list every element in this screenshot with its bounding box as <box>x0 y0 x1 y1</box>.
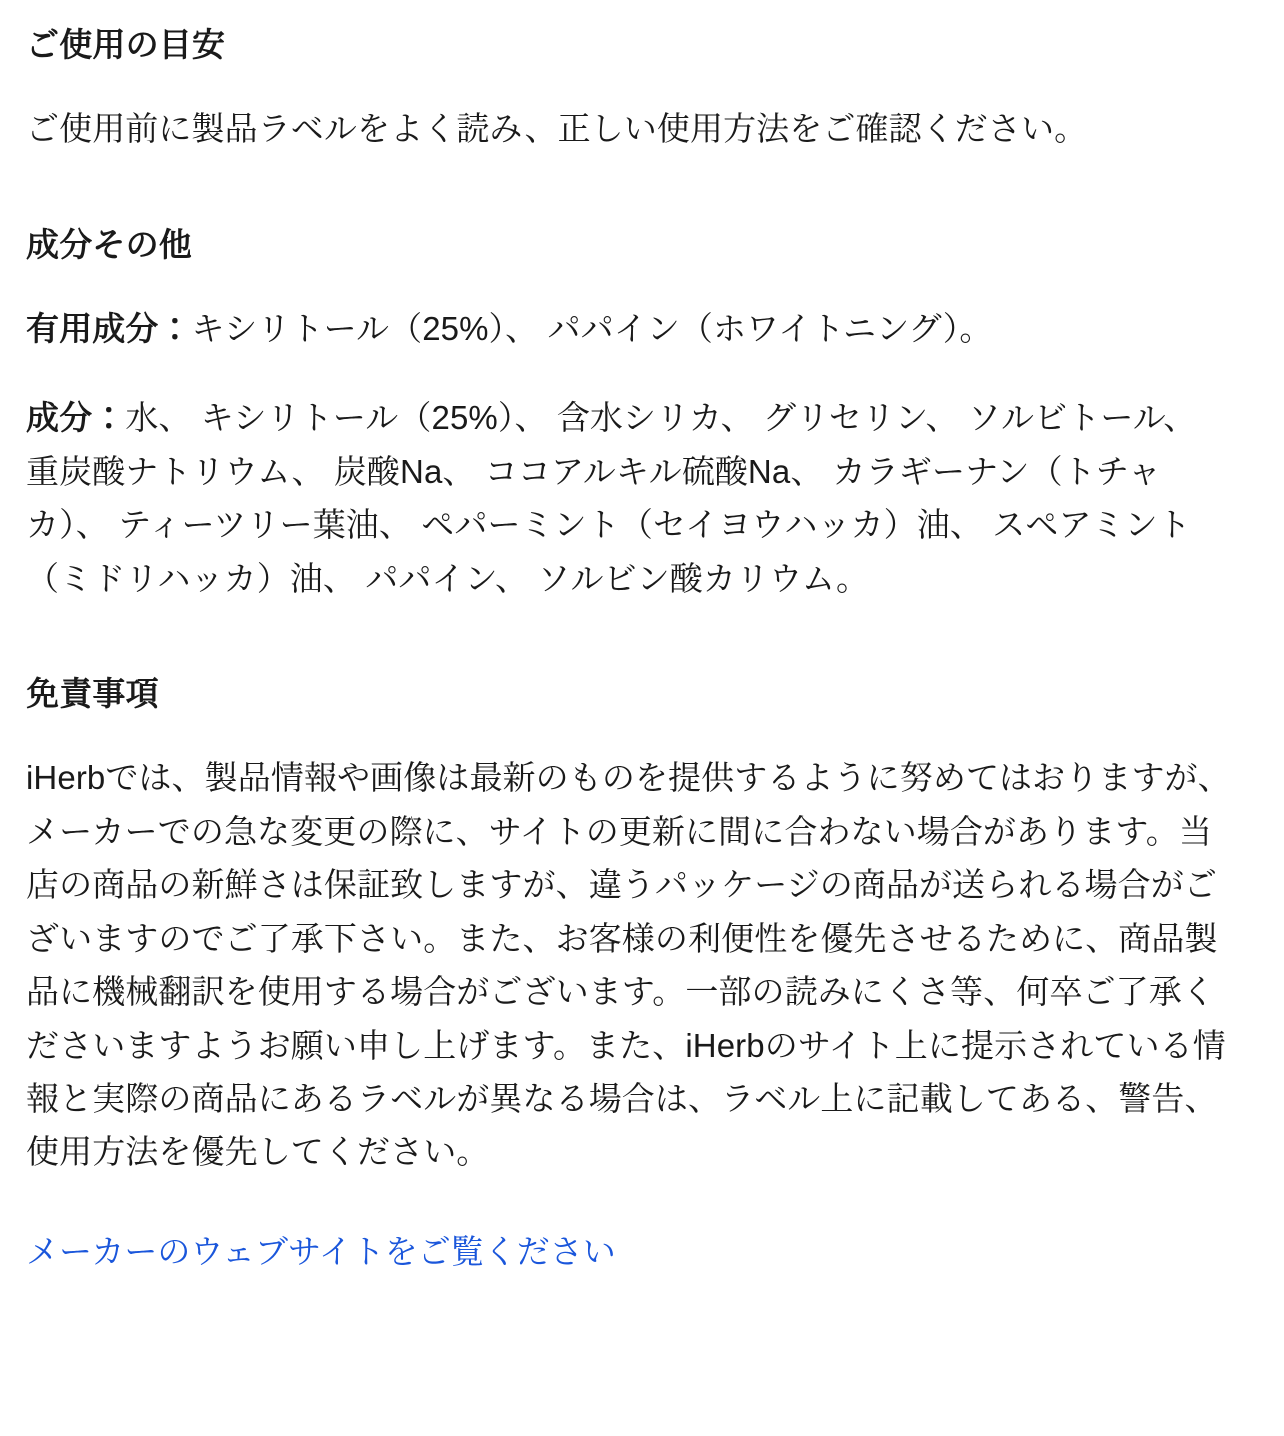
manufacturer-website-link[interactable]: メーカーのウェブサイトをご覧ください <box>26 1232 616 1270</box>
active-ingredients-value: キシリトール（25%）、 パパイン（ホワイトニング）。 <box>191 309 993 347</box>
disclaimer-text: iHerbでは、製品情報や画像は最新のものを提供するように努めてはおりますが、メーカーでの急な変更の際に、サイトの更新に間に合わない場合があります。当店の商品の新鮮さは保証致しますが、違うパッケージの商品が送られる場合がございますのでご了承下さい。また、お客様の利便性を優先させるために、商品製品に機械翻訳を使用する場合がございます。一部の読みにくさ等、何卒ご了承くださいますようお願い申し上げます。また、iHerbのサイト上に提示されている情報と実際の商品にあるラベルが異なる場合は、ラベル上に記載してある、警告、使用方法を優先してください。 <box>26 759 1231 1171</box>
disclaimer-heading: 免責事項 <box>26 675 159 713</box>
usage-heading: ご使用の目安 <box>26 26 226 63</box>
ingredients-heading: 成分その他 <box>26 225 192 263</box>
other-ingredients-label: 成分： <box>26 399 126 437</box>
other-ingredients-value: 水、 キシリトール（25%）、 含水シリカ、 グリセリン、 ソルビトール、 重炭酸ナトリウム、 炭酸Na、 ココアルキル硫酸Na、 カラギーナン（トチャカ）、 ティーツリー葉油、 ペパーミント（セイヨウハッカ）油、 スペアミント（ミドリハッカ）油、 パパイン、 ソルビン酸カリウム。 <box>26 399 1197 597</box>
other-ingredients-paragraph <box>26 391 1232 605</box>
active-ingredients-paragraph <box>26 302 1232 355</box>
active-ingredients-label: 有用成分： <box>26 309 192 347</box>
usage-text: ご使用前に製品ラベルをよく読み、正しい使用方法をご確認ください。 <box>26 110 1088 148</box>
